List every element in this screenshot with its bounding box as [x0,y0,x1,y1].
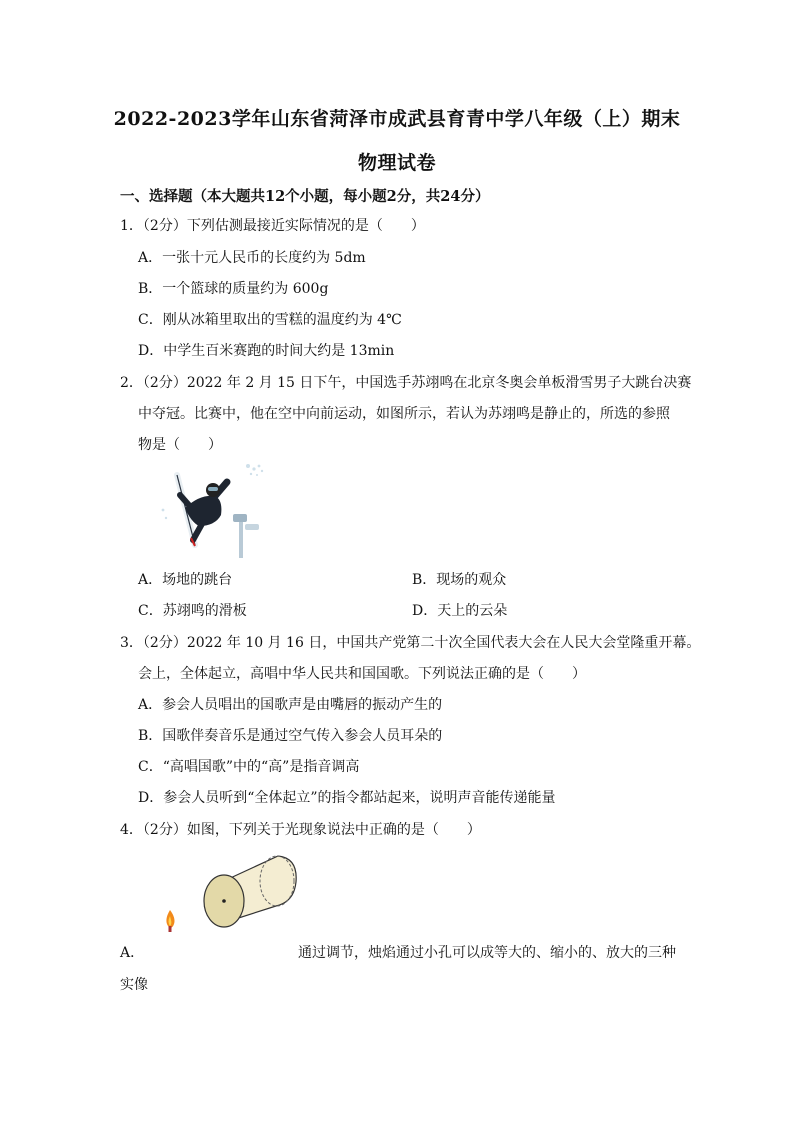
q4-option-a-label: A． [120,945,145,961]
q2-option-c: C．苏翊鸣的滑板 [138,603,247,619]
q2-option-d: D．天上的云朵 [412,603,508,619]
exam-title-line1: 2022-2023学年山东省菏泽市成武县育青中学八年级（上）期末 [113,108,681,130]
q4-option-a-text: 通过调节，烛焰通过小孔可以成等大的、缩小的、放大的三种 [298,945,676,961]
lamp-post-icon [233,514,259,558]
q4-option-a-continuation: 实像 [120,977,148,993]
q3-stem-line1: 3．（2分）2022 年 10 月 16 日，中国共产党第二十次全国代表大会在人民大会堂隆重开幕。 [120,635,701,651]
snowboarder-figure [155,460,270,560]
q4-stem: 4．（2分）如图，下列关于光现象说法中正确的是（ ） [120,822,481,838]
q3-option-a: A．参会人员唱出的国歌声是由嘴唇的振动产生的 [138,697,443,713]
q2-option-a: A．场地的跳台 [138,572,233,588]
q3-option-b: B．国歌伴奏音乐是通过空气传入参会人员耳朵的 [138,728,443,744]
q2-stem-line3: 物是（ ） [138,437,222,453]
q2-option-b: B．现场的观众 [412,572,507,588]
candle-flame-icon [166,910,174,932]
exam-title-line2: 物理试卷 [357,152,436,174]
q3-option-d: D．参会人员听到“全体起立”的指令都站起来，说明声音能传递能量 [138,790,556,806]
q1-option-b: B．一个篮球的质量约为 600g [138,281,329,297]
q1-option-d: D．中学生百米赛跑的时间大约是 13min [138,343,395,359]
section-heading: 一、选择题（本大题共12个小题，每小题2分，共24分） [120,188,490,205]
q1-stem: 1．（2分）下列估测最接近实际情况的是（ ） [120,218,425,234]
q1-option-a: A．一张十元人民币的长度约为 5dm [138,250,366,266]
q1-option-c: C．刚从冰箱里取出的雪糕的温度约为 4℃ [138,312,402,328]
q2-stem-line1: 2．（2分）2022 年 2 月 15 日下午，中国选手苏翊鸣在北京冬奥会单板滑雪男子大跳台决赛 [120,375,692,391]
pinhole-icon [222,899,226,903]
q3-option-c: C．“高唱国歌”中的“高”是指音调高 [138,759,360,775]
q2-stem-line2: 中夺冠。比赛中，他在空中向前运动，如图所示，若认为苏翊鸣是静止的，所选的参照 [138,406,670,422]
q3-stem-line2: 会上，全体起立，高唱中华人民共和国国歌。下列说法正确的是（ ） [138,666,586,682]
pinhole-camera-figure [158,850,303,935]
